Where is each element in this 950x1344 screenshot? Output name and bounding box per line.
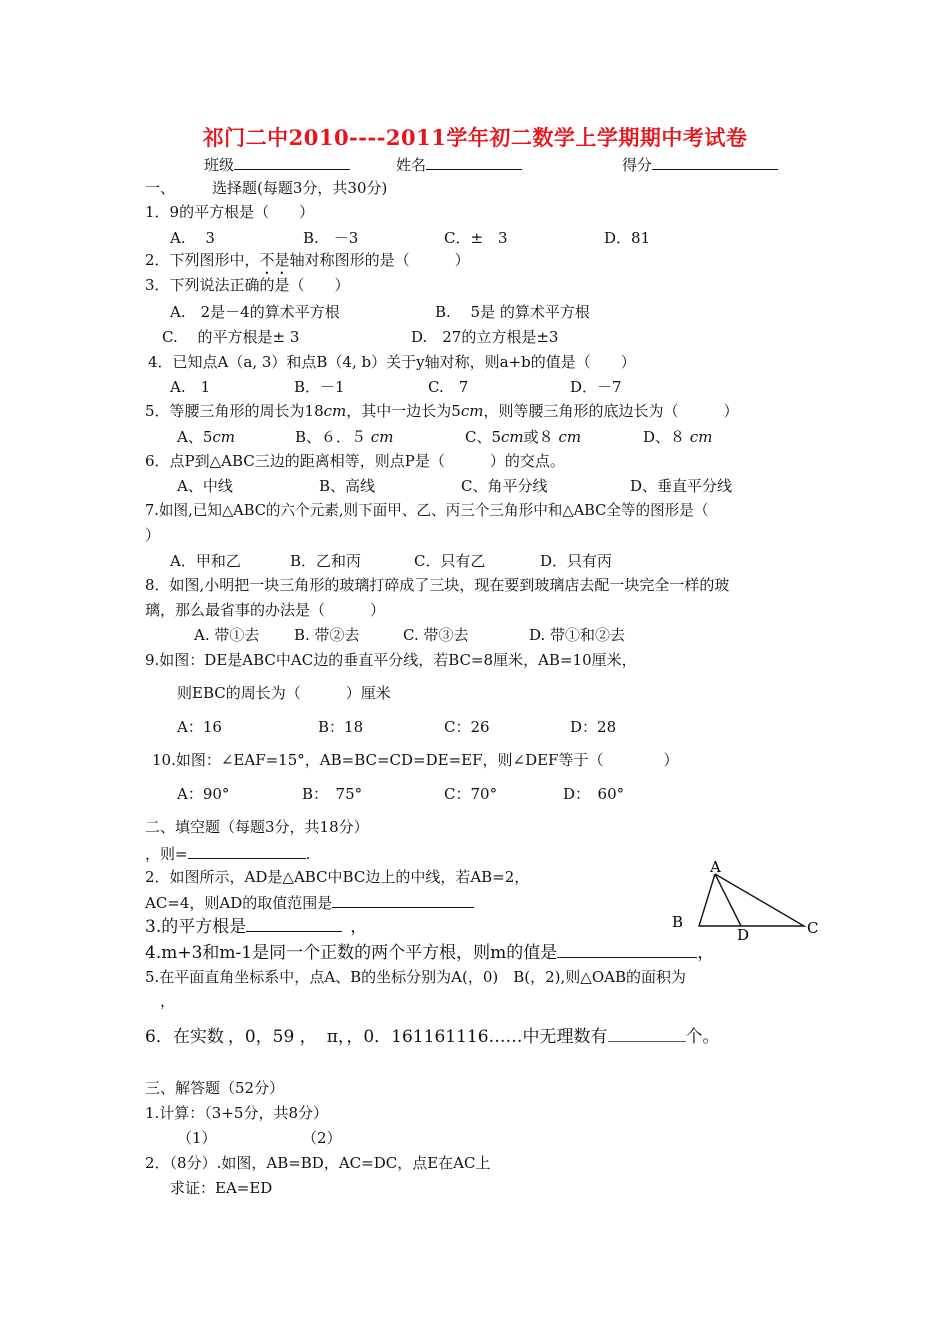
fill-q6-blank[interactable] — [608, 1025, 686, 1042]
q9-option-a: A：16 — [177, 718, 222, 736]
q7-stem-close: ） — [145, 526, 161, 544]
score-label: 得分 — [622, 156, 653, 174]
q9-stem-2: 则EBC的周长为（ ）厘米 — [177, 684, 391, 702]
q6-stem: 6．点P到△ABC三边的距离相等，则点P是（ ）的交点。 — [145, 452, 565, 470]
q1-option-b: B. －3 — [303, 229, 359, 247]
fill-q3 — [145, 915, 367, 937]
fill-q6-mid2: π，，0．161161116……中无理数有 — [326, 1027, 608, 1047]
q3-option-b: B. 5是 的算术平方根 — [435, 303, 590, 321]
q1-stem: 1．9的平方根是（ ） — [145, 203, 315, 221]
q10-option-c: C：70° — [444, 785, 498, 803]
q4-option-d: D．－7 — [570, 378, 622, 396]
q6-option-d: D、垂直平分线 — [630, 477, 733, 495]
fill-q6-pre: 6．在实数 — [145, 1027, 224, 1047]
fill-q2: 2．如图所示，AD是△ABC中BC边上的中线，若AB=2， — [145, 868, 530, 886]
q1-option-c: C．± 3 — [444, 229, 508, 247]
solve-q2: 2．（8分）.如图，AB=BD，AC=DC，点E在AC上 — [145, 1154, 491, 1172]
q1-option-a: A. 3 — [170, 229, 215, 247]
fill-q1 — [145, 842, 310, 864]
fill-q1-blank[interactable] — [188, 842, 306, 859]
fill-q6-mid: ，0，59 ， — [227, 1027, 317, 1047]
name-blank[interactable] — [426, 153, 522, 170]
label-a: A — [710, 858, 721, 876]
q4-stem: 4．已知点A（a, 3）和点B（4, b）关于y轴对称，则a+b的值是（ ） — [148, 353, 636, 371]
fill-q2-blank[interactable] — [332, 891, 474, 908]
score-field — [622, 153, 778, 175]
q8-stem: 8．如图,小明把一块三角形的玻璃打碎成了三块，现在要到玻璃店去配一块完全一样的玻 — [145, 576, 730, 594]
q5-option-c — [465, 427, 581, 447]
q5-stem-pre: 5．等腰三角形的周长为18 — [145, 402, 324, 420]
triangle-figure — [664, 856, 824, 942]
score-blank[interactable] — [652, 153, 778, 170]
q6-option-a: A、中线 — [177, 477, 233, 495]
exam-title: 祁门二中2010----2011学年初二数学上学期期中考试卷 — [202, 125, 748, 150]
q8-option-a: A. 带①去 — [194, 626, 260, 644]
section1-heading-num: 一、 — [145, 179, 176, 197]
name-label: 姓名 — [396, 156, 427, 174]
q5-option-b — [295, 427, 393, 447]
q4-option-c: C. 7 — [428, 378, 469, 396]
class-field — [204, 153, 350, 175]
q3-option-a: A. 2是－4的算术平方根 — [170, 303, 340, 321]
q6-option-c: C、角平分线 — [461, 477, 548, 495]
fill-q2b — [145, 891, 474, 913]
q4-option-a: A. 1 — [170, 378, 211, 396]
q8-option-b: B. 带②去 — [294, 626, 360, 644]
q7-option-c: C．只有乙 — [414, 552, 486, 570]
q9-stem: 9.如图：DE是ABC中AC边的垂直平分线，若BC=8厘米，AB=10厘米， — [145, 651, 637, 669]
fill-q4-text: 4.m+3和m-1是同一个正数的两个平方根，则m的值是 — [145, 943, 558, 963]
solve-q1: 1.计算：（3+5分，共8分） — [145, 1104, 329, 1122]
fill-q6-end: 个。 — [685, 1027, 720, 1047]
q5-b-text: B、６．５ — [295, 428, 371, 446]
q5-stem-end: ，则等腰三角形的底边长为（ ） — [483, 402, 739, 420]
section2-heading: 二、填空题（每题3分，共18分） — [145, 818, 369, 836]
q10-option-a: A：90° — [177, 785, 230, 803]
q6-option-b: B、高线 — [319, 477, 376, 495]
q8-stem-2: 璃，那么最省事的办法是（ ） — [145, 601, 386, 619]
q5-c-mid: 或８ — [523, 428, 559, 446]
fill-q4 — [145, 941, 714, 963]
fill-q6 — [145, 1025, 720, 1047]
q5-stem-mid: ，其中一边长为5 — [346, 402, 461, 420]
fill-q5b: ， — [160, 992, 176, 1010]
q5-d-text: D、８ — [643, 428, 690, 446]
q5-a-unit: cm — [212, 428, 236, 446]
q9-option-c: C：26 — [444, 718, 490, 736]
q7-option-a: A．甲和乙 — [170, 552, 241, 570]
q10-stem: 10.如图：∠EAF=15°，AB=BC=CD=DE=EF，则∠DEF等于（ ） — [152, 751, 679, 769]
name-field — [396, 153, 522, 175]
label-c: C — [807, 919, 819, 937]
q2-stem-pre: 2．下列图形中， — [145, 251, 260, 269]
solve-q1-part2: （2） — [302, 1129, 342, 1147]
q4-option-b: B．－1 — [294, 378, 345, 396]
q10-option-b: B： 75° — [302, 785, 363, 803]
q5-stem — [145, 401, 738, 421]
label-d: D — [737, 926, 750, 942]
q2-stem-post: 轴对称图形的是（ ） — [289, 251, 470, 269]
fill-q1-end: . — [305, 845, 311, 863]
q10-option-d: D： 60° — [563, 785, 625, 803]
q7-option-b: B．乙和丙 — [290, 552, 362, 570]
q5-unit-1: cm — [323, 402, 347, 420]
q8-option-c: C. 带③去 — [403, 626, 469, 644]
q5-d-unit: cm — [689, 428, 713, 446]
q9-option-b: B：18 — [318, 718, 364, 736]
q5-option-d — [643, 427, 712, 447]
fill-q3-text: 3.的平方根是 — [145, 917, 247, 937]
section3-heading: 三、解答题（52分） — [145, 1079, 285, 1097]
q1-option-d: D．81 — [604, 229, 651, 247]
q5-c-unit: cm — [501, 428, 524, 446]
q2-stem-emphasis: 不是 — [259, 251, 290, 269]
q3-option-c: C. 的平方根是± 3 — [162, 328, 300, 346]
q5-a-text: A、5 — [177, 428, 213, 446]
solve-q2-prove: 求证：EA=ED — [170, 1179, 273, 1197]
fill-q4-blank[interactable] — [557, 941, 697, 958]
q5-c-unit-2: cm — [558, 428, 582, 446]
label-b: B — [672, 913, 684, 931]
section1-heading: 选择题(每题3分，共30分) — [212, 179, 388, 197]
q5-b-unit: cm — [370, 428, 394, 446]
q2-stem — [145, 250, 470, 278]
triangle-outline — [699, 874, 804, 926]
fill-q3-blank[interactable] — [246, 915, 342, 932]
q8-option-d: D. 带①和②去 — [529, 626, 626, 644]
q5-option-a — [177, 427, 235, 447]
class-blank[interactable] — [234, 153, 350, 170]
q3-option-d: D. 27的立方根是±3 — [411, 328, 559, 346]
solve-q1-part1: （1） — [177, 1129, 217, 1147]
fill-q4-end: ， — [697, 943, 715, 963]
fill-q5: 5.在平面直角坐标系中，点A、B的坐标分别为A(，0) B(，2),则△OAB的面积为 — [145, 968, 686, 986]
class-label: 班级 — [204, 156, 235, 174]
q3-stem: 3．下列说法正确的是（ ） — [145, 276, 350, 294]
fill-q3-end: ， — [350, 917, 368, 937]
q9-option-d: D：28 — [570, 718, 617, 736]
q7-option-d: D．只有丙 — [540, 552, 613, 570]
fill-q2b-text: AC=4，则AD的取值范围是 — [145, 894, 333, 912]
q5-unit-2: cm — [460, 402, 484, 420]
q5-c-text: C、5 — [465, 428, 502, 446]
fill-q1-text: ，则= — [145, 845, 188, 863]
q7-stem: 7.如图,已知△ABC的六个元素,则下面甲、乙、丙三个三角形中和△ABC全等的图形是（ — [145, 502, 709, 519]
